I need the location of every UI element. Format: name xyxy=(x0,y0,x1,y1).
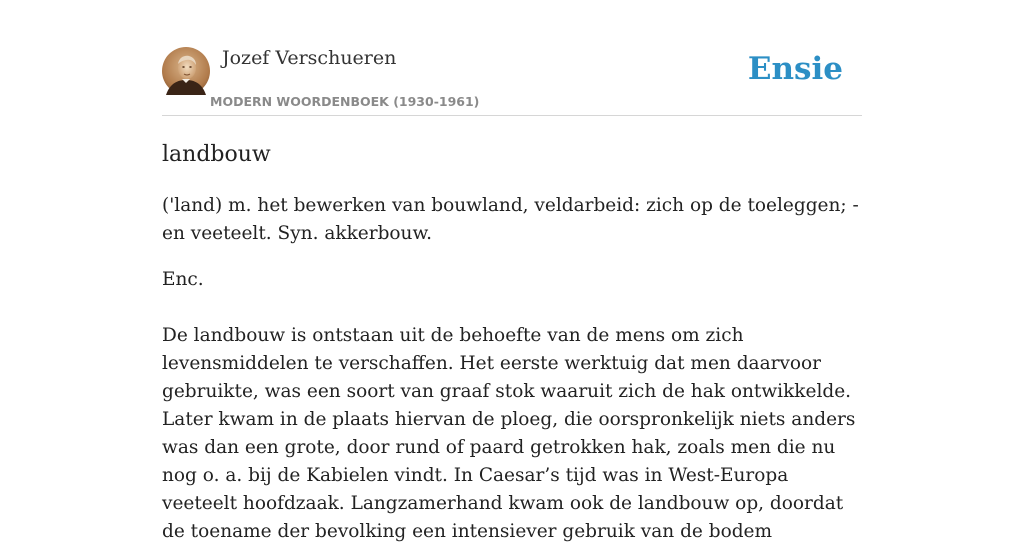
entry-content xyxy=(162,138,862,546)
entry-definition: ('land) m. het bewerken van bouwland, veldarbeid: zich op de toeleggen; - en veeteelt. Syn. akkerbouw. xyxy=(162,195,859,244)
entry-title: landbouw xyxy=(162,142,271,167)
brand-logo[interactable]: Ensie xyxy=(747,51,843,87)
avatar[interactable] xyxy=(162,47,210,95)
encyclopedia-text: De landbouw is ontstaan uit de behoefte van de mens om zich levensmiddelen te verschaffen. Het eerste werktuig dat men daarvoor gebruikte, was een soort van graaf stok waaruit zich de hak ontwikkelde. Later kwam in de plaats hiervan de ploeg, die oorspronkelijk niets anders was dan een grote, door rund of paard getrokken hak, zoals men die nu nog o. a. bij de Kabielen vindt. In Caesar’s tijd was in West-Europa veeteelt hoofdzaak. Langzamerhand kwam ook de landbouw op, doordat de toename der bevolking een intensiever gebruik van de bodem xyxy=(162,325,856,542)
author-portrait-icon xyxy=(162,47,210,95)
header xyxy=(162,44,862,116)
author-name[interactable]: Jozef Verschueren xyxy=(222,47,397,69)
encyclopedia-label: Enc. xyxy=(162,269,204,290)
source-label[interactable]: MODERN WOORDENBOEK (1930-1961) xyxy=(210,94,480,109)
